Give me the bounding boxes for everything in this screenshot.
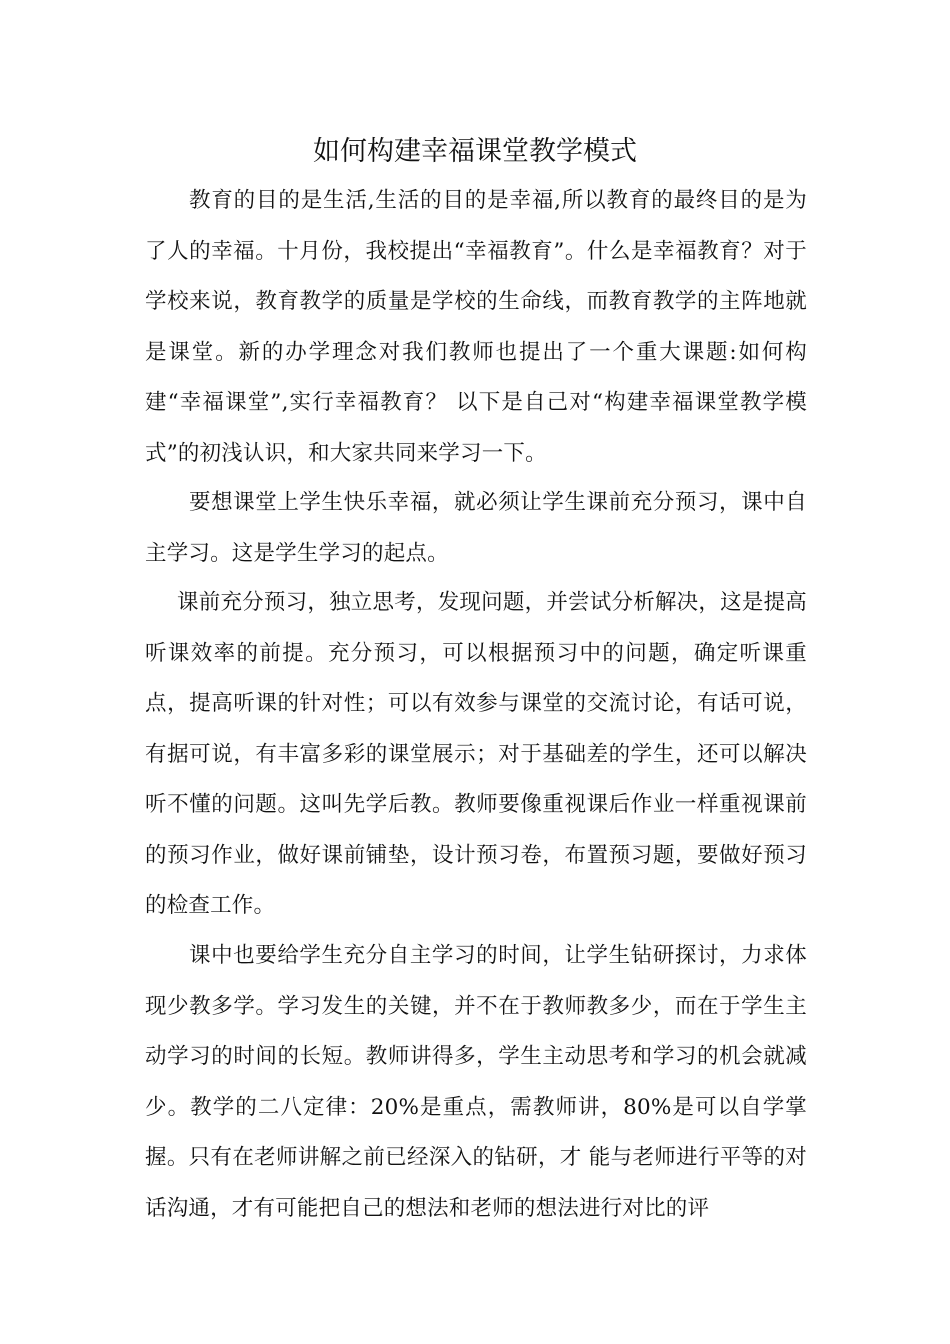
paragraph-2: 要想课堂上学生快乐幸福，就必须让学生课前充分预习，课中自主学习。这是学生学习的起点。: [145, 490, 807, 566]
paragraph-1: 教育的目的是生活,生活的目的是幸福,所以教育的最终目的是为了人的幸福。十月份，我校提出“幸福教育”。什么是幸福教育？对于学校来说，教育教学的质量是学校的生命线，而教育教学的主阵地就是课堂。新的办学理念对我们教师也提出了一个重大课题:如何构建“幸福课堂”,实行幸福教育？ 以下是自己对“构建幸福课堂教学模式”的初浅认识，和大家共同来学习一下。: [145, 188, 807, 466]
document-title: 如何构建幸福课堂教学模式: [313, 136, 637, 167]
paragraph-4: 课中也要给学生充分自主学习的时间，让学生钻研探讨，力求体现少教多学。学习发生的关键，并不在于教师教多少，而在于学生主动学习的时间的长短。教师讲得多，学生主动思考和学习的机会就减少。教学的二八定律：20%是重点，需教师讲，80%是可以自学掌握。只有在老师讲解之前已经深入的钻研，才 能与老师进行平等的对话沟通，才有可能把自己的想法和老师的想法进行对比的评: [145, 943, 807, 1221]
paragraph-3: 课前充分预习，独立思考，发现问题，并尝试分析解决，这是提高听课效率的前提。充分预习，可以根据预习中的问题，确定听课重点，提高听课的针对性；可以有效参与课堂的交流讨论，有话可说，有据可说，有丰富多彩的课堂展示；对于基础差的学生，还可以解决听不懂的问题。这叫先学后教。教师要像重视课后作业一样重视课前的预习作业，做好课前铺垫，设计预习卷，布置预习题，要做好预习的检查工作。: [145, 590, 807, 918]
